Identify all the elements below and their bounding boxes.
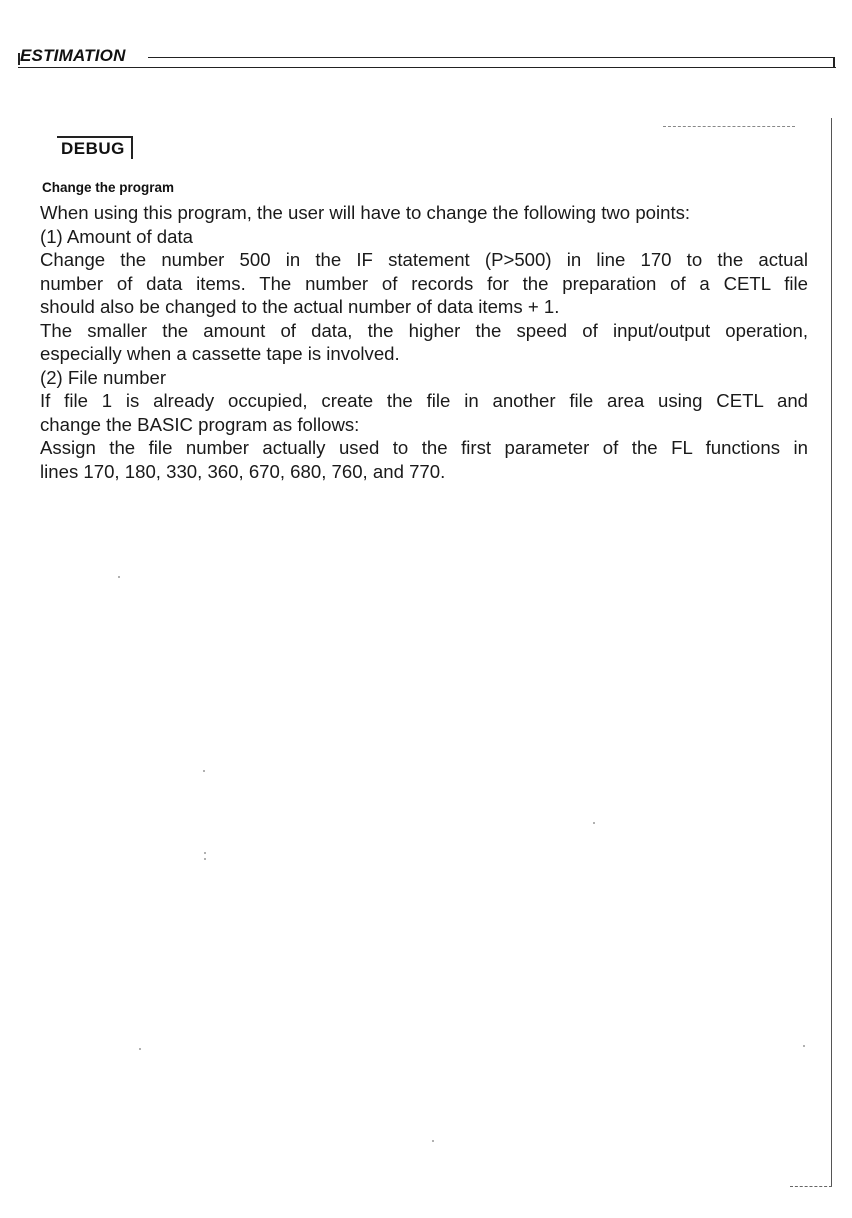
scan-speck (118, 576, 120, 578)
subheading: Change the program (42, 180, 175, 195)
text-line: number of data items. The number of records for the preparation of a CETL file (40, 272, 808, 294)
text-line: When using this program, the user will have to change the following two points: (40, 202, 691, 223)
margin-dash (663, 126, 795, 127)
scan-speck (593, 822, 595, 824)
scan-speck (204, 852, 206, 854)
text-line: should also be changed to the actual number of data items + 1. (40, 296, 560, 317)
text-line: lines 170, 180, 330, 360, 670, 680, 760, and 770. (40, 460, 446, 482)
text-line: especially when a cassette tape is involved. (40, 343, 400, 364)
section-title: ESTIMATION (20, 46, 126, 65)
margin-frame-right (831, 118, 832, 1186)
header-end-mark (833, 57, 835, 68)
scan-speck (803, 1045, 805, 1047)
body-text (40, 201, 808, 483)
text-line: Change the number 500 in the IF statement (P>500) in line 170 to the actual (40, 249, 808, 270)
header-rule-top (148, 57, 834, 58)
text-line: Assign the file number actually used to the first parameter of the FL functions in (40, 437, 808, 458)
text-line: (2) File number (40, 366, 167, 388)
debug-label-box: DEBUG (57, 136, 133, 159)
scan-speck (204, 858, 206, 860)
header-rule-bottom (18, 67, 836, 68)
scan-speck (203, 770, 205, 772)
text-line: (1) Amount of data (40, 225, 193, 247)
scan-speck (139, 1048, 141, 1050)
text-line: The smaller the amount of data, the higher the speed of input/output operation, (40, 319, 808, 341)
margin-frame-bottom (790, 1186, 832, 1187)
text-line: change the BASIC program as follows: (40, 413, 360, 435)
text-line: If file 1 is already occupied, create the file in another file area using CETL and (40, 390, 808, 411)
scan-speck (432, 1140, 434, 1142)
